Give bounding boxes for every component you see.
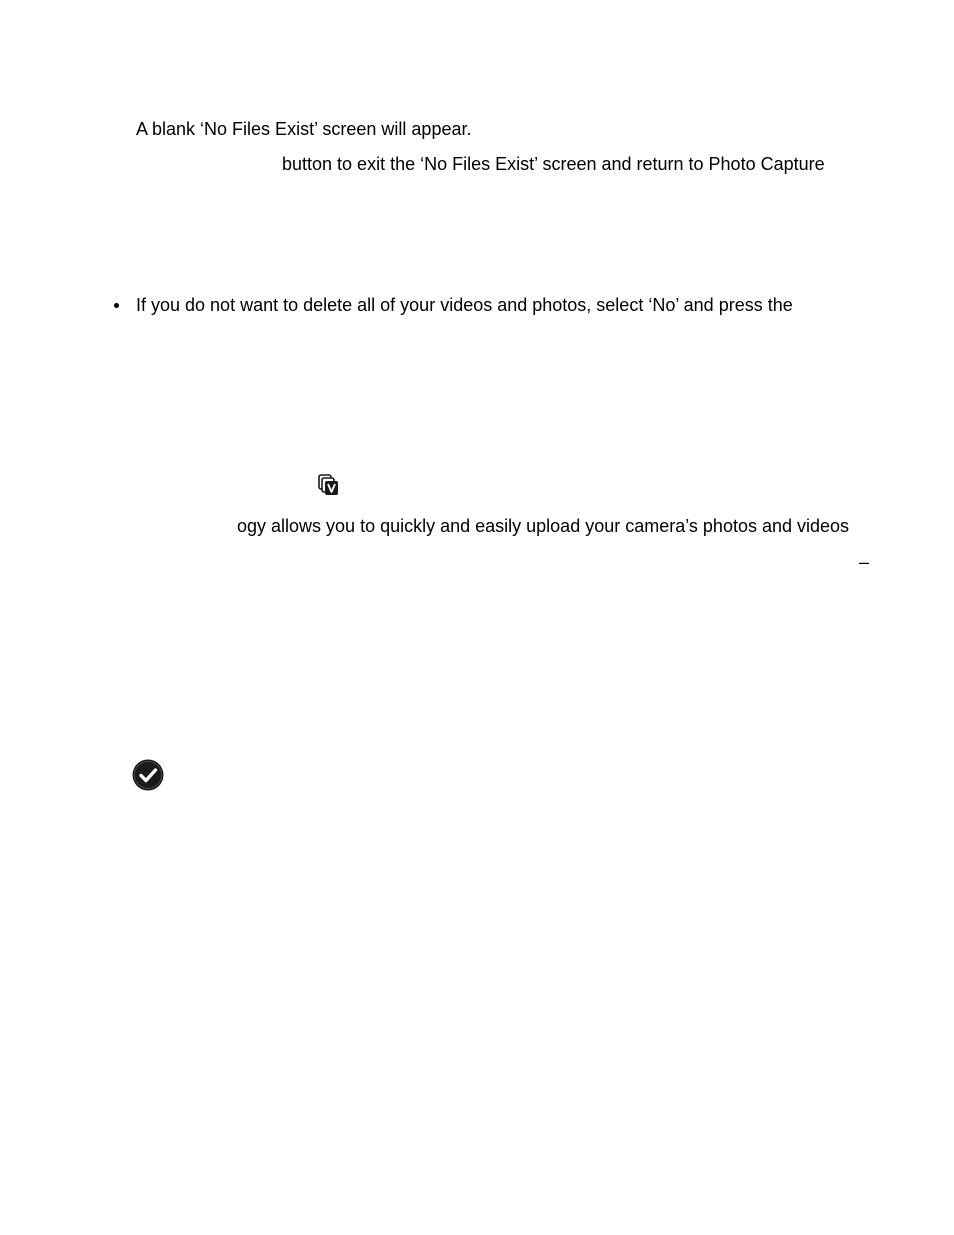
- bullet-marker: [114, 303, 119, 308]
- upload-description: ogy allows you to quickly and easily upload your camera’s photos and videos: [237, 516, 850, 536]
- checkmark-circle-icon: [132, 759, 164, 791]
- dash-mark: –: [859, 552, 870, 572]
- no-delete-instruction: If you do not want to delete all of your videos and photos, select ‘No’ and press the: [136, 295, 793, 315]
- no-files-exist-note: A blank ‘No Files Exist’ screen will appear.: [136, 119, 472, 139]
- exit-button-instruction: button to exit the ‘No Files Exist’ screen and return to Photo Capture: [282, 154, 825, 174]
- vivitar-share-icon: [318, 474, 340, 496]
